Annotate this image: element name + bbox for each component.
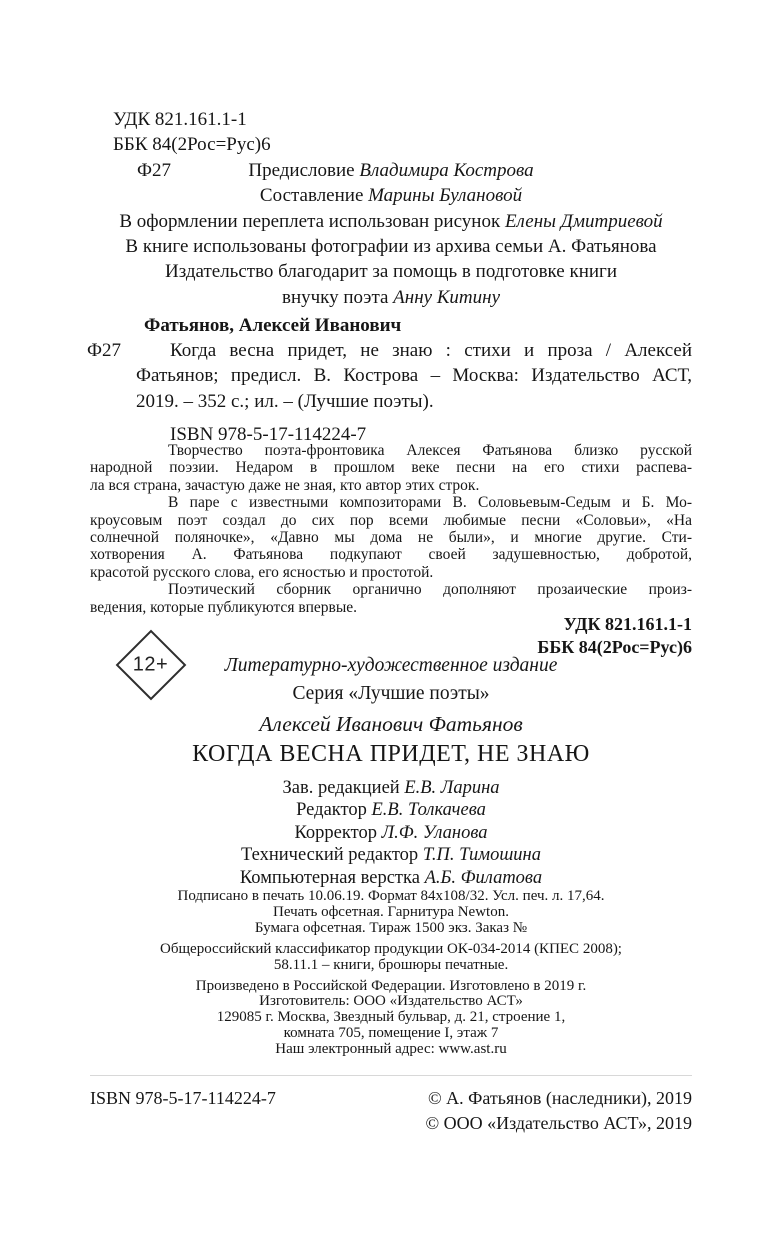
copyright-line: © А. Фатьянов (наследники), 2019 bbox=[427, 1088, 692, 1108]
udk-line: УДК 821.161.1-1 bbox=[113, 109, 247, 130]
top-bibliographic-block bbox=[90, 107, 692, 310]
series-line: Серия «Лучшие поэты» bbox=[292, 683, 490, 704]
edition-type-line: Литературно-художественное издание bbox=[224, 655, 558, 676]
staff-role: Зав. редакцией bbox=[282, 778, 400, 798]
imprint-paragraph bbox=[90, 889, 692, 937]
imprint-line: Изготовитель: ООО «Издательство АСТ» bbox=[259, 993, 523, 1010]
staff-role: Редактор bbox=[296, 800, 367, 821]
cover-credit-line bbox=[90, 209, 692, 234]
record-paragraph bbox=[87, 338, 692, 414]
imprint-line: Наш электронный адрес: www.ast.ru bbox=[275, 1041, 507, 1058]
staff-role: Компьютерная верстка bbox=[239, 867, 420, 888]
classification-code: Ф27 bbox=[137, 159, 172, 181]
bbk-line: ББК 84(2Рос=Рус)6 bbox=[113, 134, 271, 156]
annotation-line: ведения, которые публикуются впервые. bbox=[90, 598, 358, 616]
udk-bold-line: УДК 821.161.1-1 bbox=[563, 614, 692, 634]
staff-name: Л.Ф. Уланова bbox=[381, 822, 488, 843]
imprint-line: комната 705, помещение I, этаж 7 bbox=[283, 1025, 499, 1042]
annotation-line: солнечной поляночке», «Давно мы дома не были», и многие другие. Сти- bbox=[90, 529, 692, 547]
imprint-line: Подписано в печать 10.06.19. Формат 84х108/32. Усл. печ. л. 17,64. bbox=[177, 888, 605, 904]
copyright-line: © ООО «Издательство АСТ», 2019 bbox=[425, 1113, 692, 1133]
compiler-name: Марины Булановой bbox=[368, 185, 523, 207]
staff-role: Технический редактор bbox=[241, 845, 419, 866]
staff-line bbox=[90, 867, 692, 889]
imprint-line: Бумага офсетная. Тираж 1500 экз. Заказ № bbox=[254, 919, 528, 936]
imprint-block bbox=[90, 889, 692, 1063]
annotation-line: ла вся страна, зачастую даже не зная, кто автор этих строк. bbox=[90, 476, 480, 494]
record-code: Ф27 bbox=[87, 340, 122, 362]
cover-label: В оформлении переплета использован рисунок bbox=[119, 210, 501, 232]
annotation-line: В паре с известными композиторами В. Соловьевым-Седым и Б. Мо- bbox=[168, 494, 692, 512]
staff-name: А.Б. Филатова bbox=[424, 867, 543, 888]
staff-name: Т.П. Тимошина bbox=[422, 845, 541, 866]
staff-line bbox=[90, 822, 692, 844]
catalog-record-block bbox=[87, 313, 692, 447]
staff-credits-block bbox=[90, 777, 692, 889]
annotation-line: народной поэзии. Недаром в прошлом веке песни на его стихи распева- bbox=[90, 459, 692, 477]
imprint-line: Общероссийский классификатор продукции ОК-034-2014 (КПЕС 2008); bbox=[160, 940, 622, 957]
imprint-paragraph bbox=[90, 979, 692, 1059]
preface-line bbox=[90, 158, 692, 183]
staff-line bbox=[90, 777, 692, 799]
copyright-block bbox=[425, 1086, 692, 1136]
imprint-line: 58.11.1 – книги, брошюры печатные. bbox=[273, 956, 509, 973]
age-rating-label: 12+ bbox=[133, 653, 169, 676]
thanks-line-2 bbox=[90, 285, 692, 310]
compiler-line bbox=[90, 183, 692, 208]
compiler-label: Составление bbox=[259, 185, 364, 207]
staff-line bbox=[90, 799, 692, 821]
book-title: КОГДА ВЕСНА ПРИДЕТ, НЕ ЗНАЮ bbox=[192, 741, 590, 767]
edition-block bbox=[90, 652, 692, 708]
annotation-line: Поэтический сборник органично дополняют прозаические произ- bbox=[168, 581, 692, 599]
thanks2-name: Анну Китину bbox=[393, 286, 501, 308]
record-line: 2019. – 352 с.; ил. – (Лучшие поэты). bbox=[136, 390, 434, 412]
footer-divider bbox=[90, 1075, 692, 1076]
thanks2-label: внучку поэта bbox=[281, 286, 389, 308]
imprint-line: Печать офсетная. Гарнитура Newton. bbox=[273, 903, 509, 920]
preface-text bbox=[90, 158, 692, 183]
thanks-line: Издательство благодарит за помощь в подготовке книги bbox=[164, 261, 618, 283]
preface-name: Владимира Кострова bbox=[359, 159, 534, 181]
staff-name: Е.В. Толкачева bbox=[371, 800, 486, 821]
annotation-line: хотворения А. Фатьянова подкупают своей задушевностью, добротой, bbox=[90, 546, 692, 564]
record-isbn: ISBN 978-5-17-114224-7 bbox=[170, 423, 367, 445]
staff-line bbox=[90, 844, 692, 866]
preface-label: Предисловие bbox=[248, 159, 355, 181]
record-line: Когда весна придет, не знаю : стихи и проза / Алексей bbox=[170, 340, 692, 362]
annotation-line: кроусовым поэт создал до сих пор всеми любимые песни «Соловьи», «На bbox=[90, 511, 692, 529]
book-author: Алексей Иванович Фатьянов bbox=[259, 712, 523, 736]
photos-credit-line: В книге использованы фотографии из архива семьи А. Фатьянова bbox=[125, 236, 657, 258]
imprint-paragraph bbox=[90, 942, 692, 974]
cover-name: Елены Дмитриевой bbox=[504, 210, 663, 232]
record-line: Фатьянов; предисл. В. Кострова – Москва: Издательство АСТ, bbox=[136, 365, 692, 387]
title-block bbox=[90, 711, 692, 769]
bbk-bold-line: ББК 84(2Рос=Рус)6 bbox=[537, 637, 692, 657]
imprint-line: 129085 г. Москва, Звездный бульвар, д. 21, строение 1, bbox=[216, 1009, 566, 1026]
staff-role: Корректор bbox=[294, 822, 377, 843]
annotation-line: Творчество поэта-фронтовика Алексея Фатьянова близко русской bbox=[168, 442, 692, 459]
record-author: Фатьянов, Алексей Иванович bbox=[144, 315, 402, 336]
annotation-line: красотой русского слова, его ясностью и простотой. bbox=[90, 563, 434, 581]
staff-name: Е.В. Ларина bbox=[404, 778, 500, 798]
footer-isbn: ISBN 978-5-17-114224-7 bbox=[90, 1088, 276, 1108]
imprint-line: Произведено в Российской Федерации. Изготовлено в 2019 г. bbox=[195, 977, 587, 994]
annotation-block bbox=[90, 442, 692, 616]
footer-block bbox=[90, 1086, 692, 1136]
